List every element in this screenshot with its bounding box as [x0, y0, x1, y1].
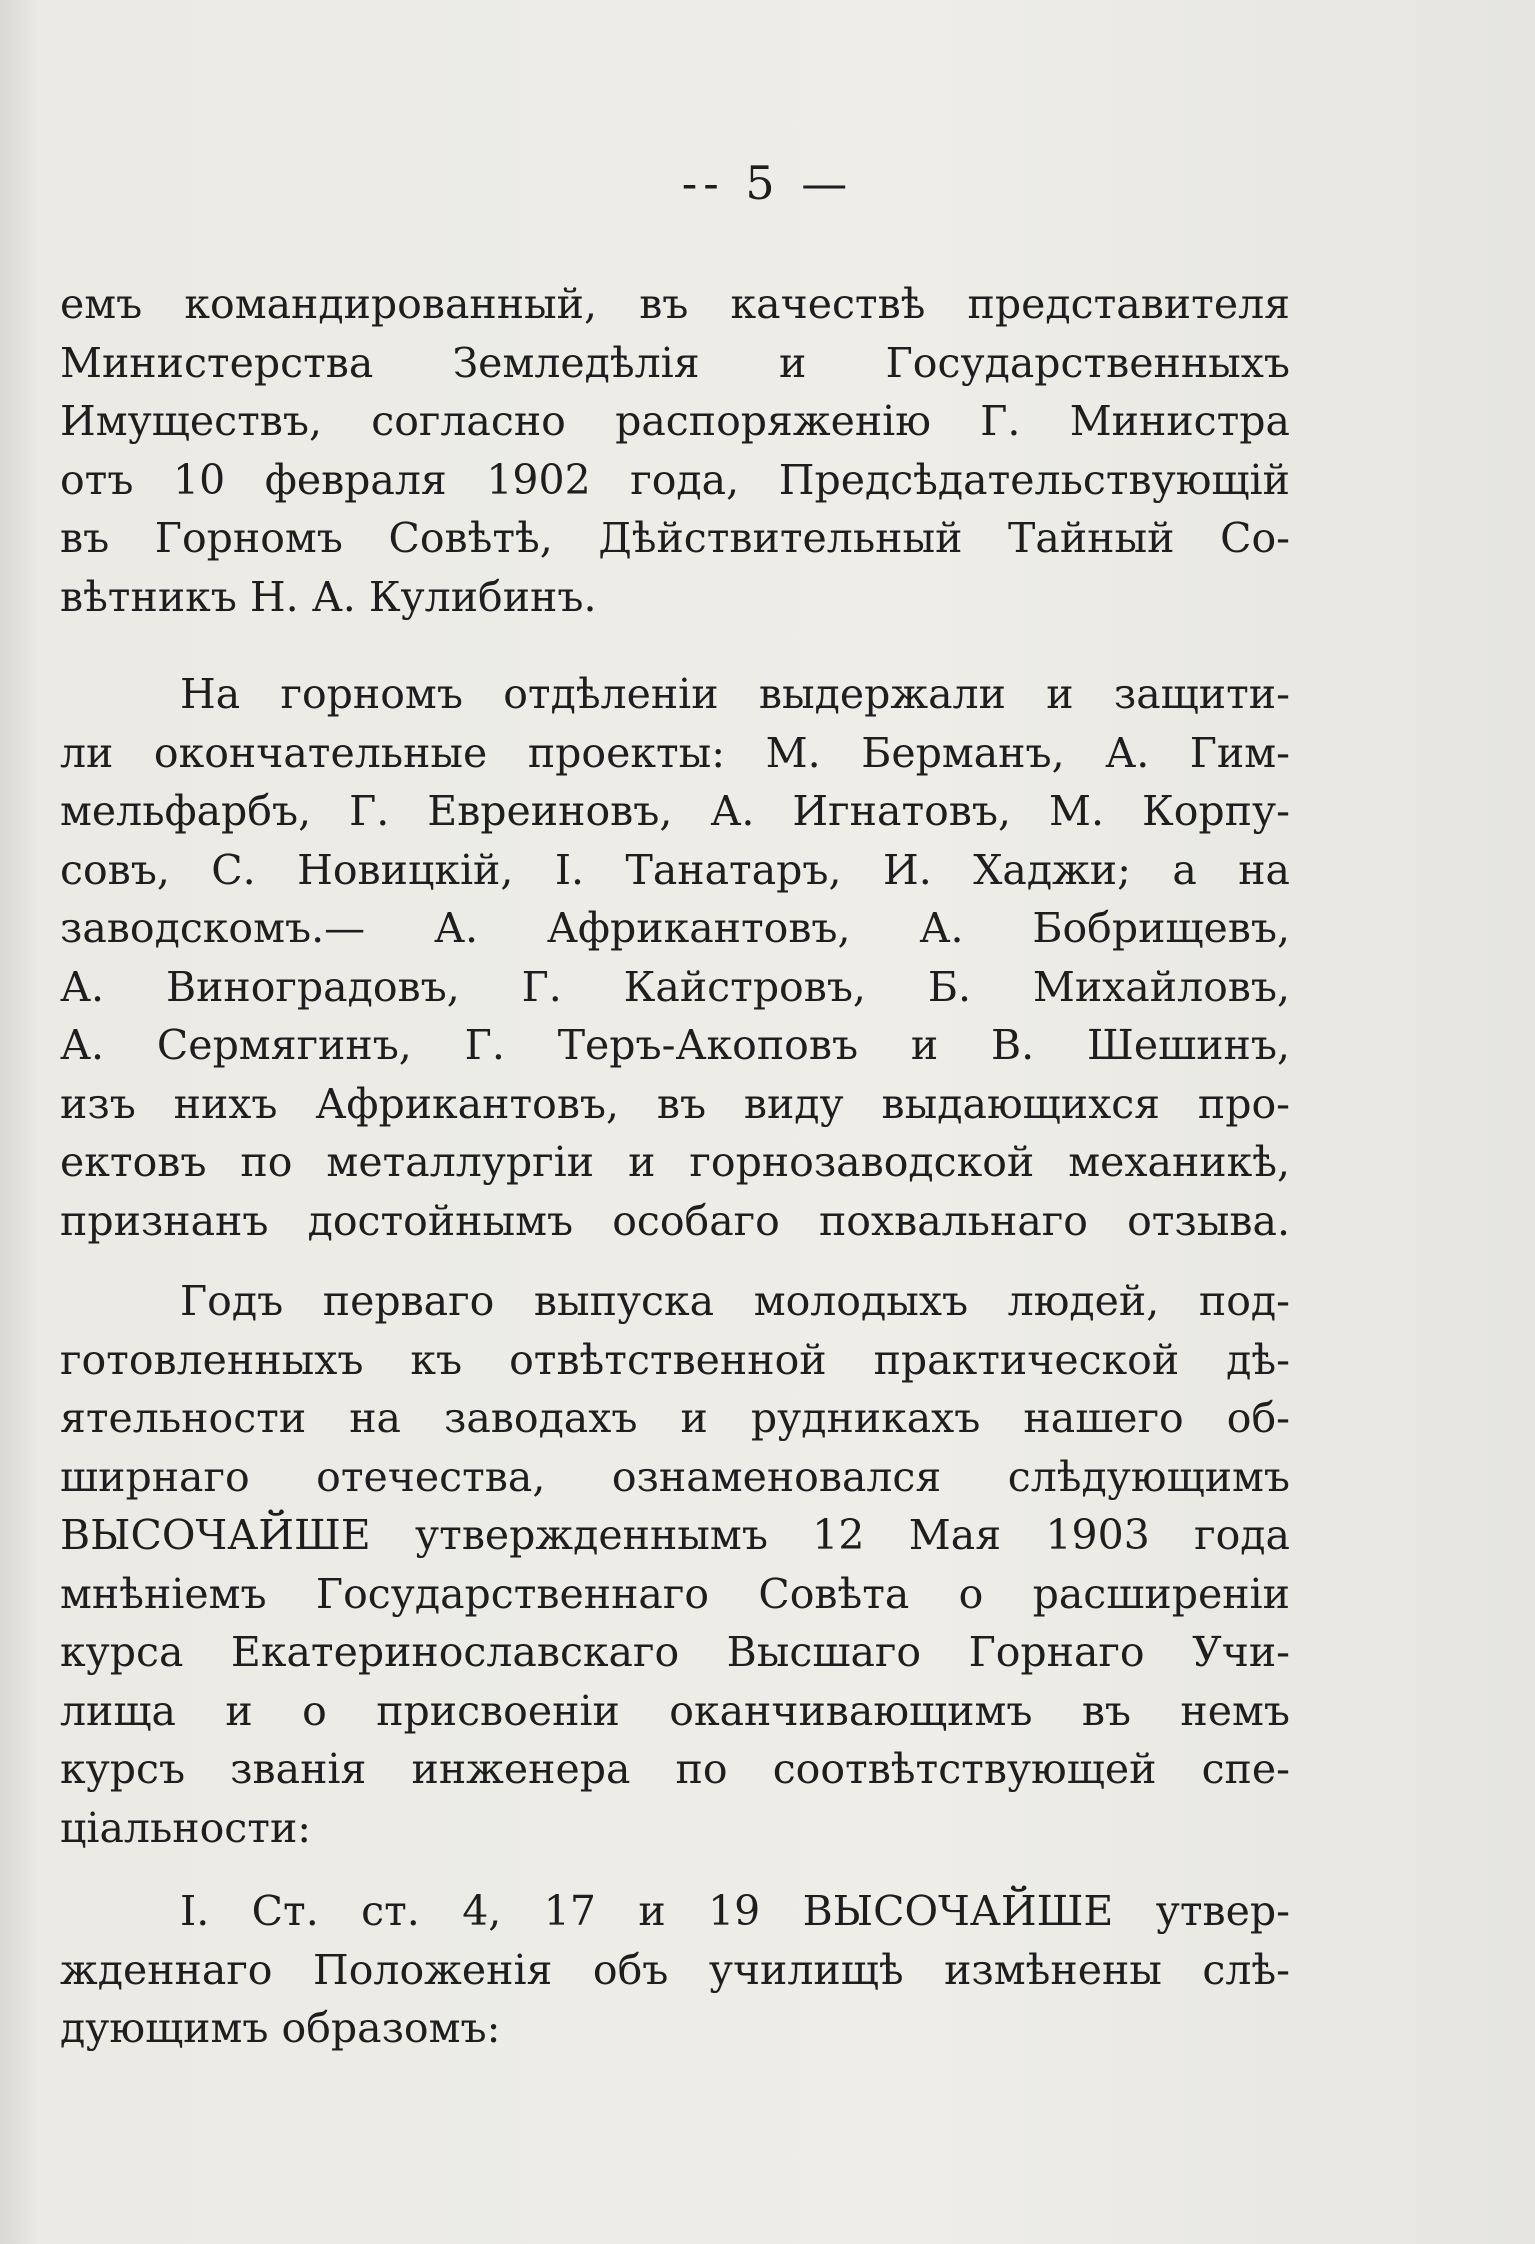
text-line: На горномъ отдѣленіи выдержали и защити- — [180, 670, 1290, 718]
paragraph-first-graduation — [60, 1272, 1290, 1857]
text-line: лища и о присвоеніи оканчивающимъ въ немъ — [60, 1686, 1290, 1735]
paragraph-article-one — [60, 1882, 1290, 2058]
text-line: въ Горномъ Совѣтѣ, Дѣйствительный Тайный Со- — [60, 514, 1290, 562]
text-line: Имуществъ, согласно распоряженію Г. Министра — [60, 397, 1290, 445]
text-line: емъ командированный, въ качествѣ представителя — [60, 280, 1290, 328]
text-line: мнѣніемъ Государственнаго Совѣта о расширеніи — [60, 1569, 1290, 1618]
text-line: А. Сермягинъ, Г. Теръ-Акоповъ и В. Шешинъ, — [60, 1021, 1290, 1069]
text-line: ятельности на заводахъ и рудникахъ нашего об- — [60, 1394, 1290, 1442]
text-line: ектовъ по металлургіи и горнозаводской механикѣ, — [60, 1138, 1290, 1186]
text-line: изъ нихъ Африкантовъ, въ виду выдающихся про- — [60, 1079, 1290, 1128]
text-line: А. Виноградовъ, Г. Кайстровъ, Б. Михайловъ, — [60, 962, 1290, 1011]
text-line: жденнаго Положенія объ училищѣ измѣнены слѣ- — [60, 1945, 1290, 1994]
text-line: курсъ званія инженера по соотвѣтствующей спе- — [60, 1745, 1290, 1793]
text-line: ширнаго отечества, ознаменовался слѣдующимъ — [60, 1452, 1290, 1501]
paragraph-graduates — [60, 665, 1290, 1250]
text-line: готовленныхъ къ отвѣтственной практической дѣ- — [60, 1335, 1290, 1384]
text-line: мельфарбъ, Г. Евреиновъ, А. Игнатовъ, М. Корпу- — [60, 787, 1290, 835]
text-line: курса Екатеринославскаго Высшаго Горнаго Учи- — [60, 1628, 1290, 1676]
text-line: Годъ перваго выпуска молодыхъ людей, под- — [180, 1277, 1290, 1325]
text-line: ли окончательные проекты: М. Берманъ, А. Гим- — [60, 728, 1290, 777]
text-line: отъ 10 февраля 1902 года, Предсѣдательствующій — [60, 455, 1290, 504]
text-line: признанъ достойнымъ особаго похвальнаго отзыва. — [60, 1196, 1290, 1245]
text-line: дующимъ образомъ: — [60, 2004, 501, 2052]
text-line: заводскомъ.— А. Африкантовъ, А. Бобрищевъ, — [60, 904, 1290, 952]
text-line: ціальности: — [60, 1803, 312, 1852]
text-line: вѣтникъ Н. А. Кулибинъ. — [60, 572, 597, 621]
text-line: ВЫСОЧАЙШЕ утвержденнымъ 12 Мая 1903 года — [60, 1511, 1290, 1559]
page-number: -- 5 — — [681, 156, 854, 210]
text-line: Министерства Земледѣлія и Государственныхъ — [60, 338, 1290, 387]
text-line: совъ, С. Новицкій, І. Танатаръ, И. Хаджи; а на — [60, 845, 1290, 894]
text-line: І. Ст. ст. 4, 17 и 19 ВЫСОЧАЙШЕ утвер- — [180, 1887, 1290, 1935]
paragraph-delegate — [60, 275, 1290, 626]
